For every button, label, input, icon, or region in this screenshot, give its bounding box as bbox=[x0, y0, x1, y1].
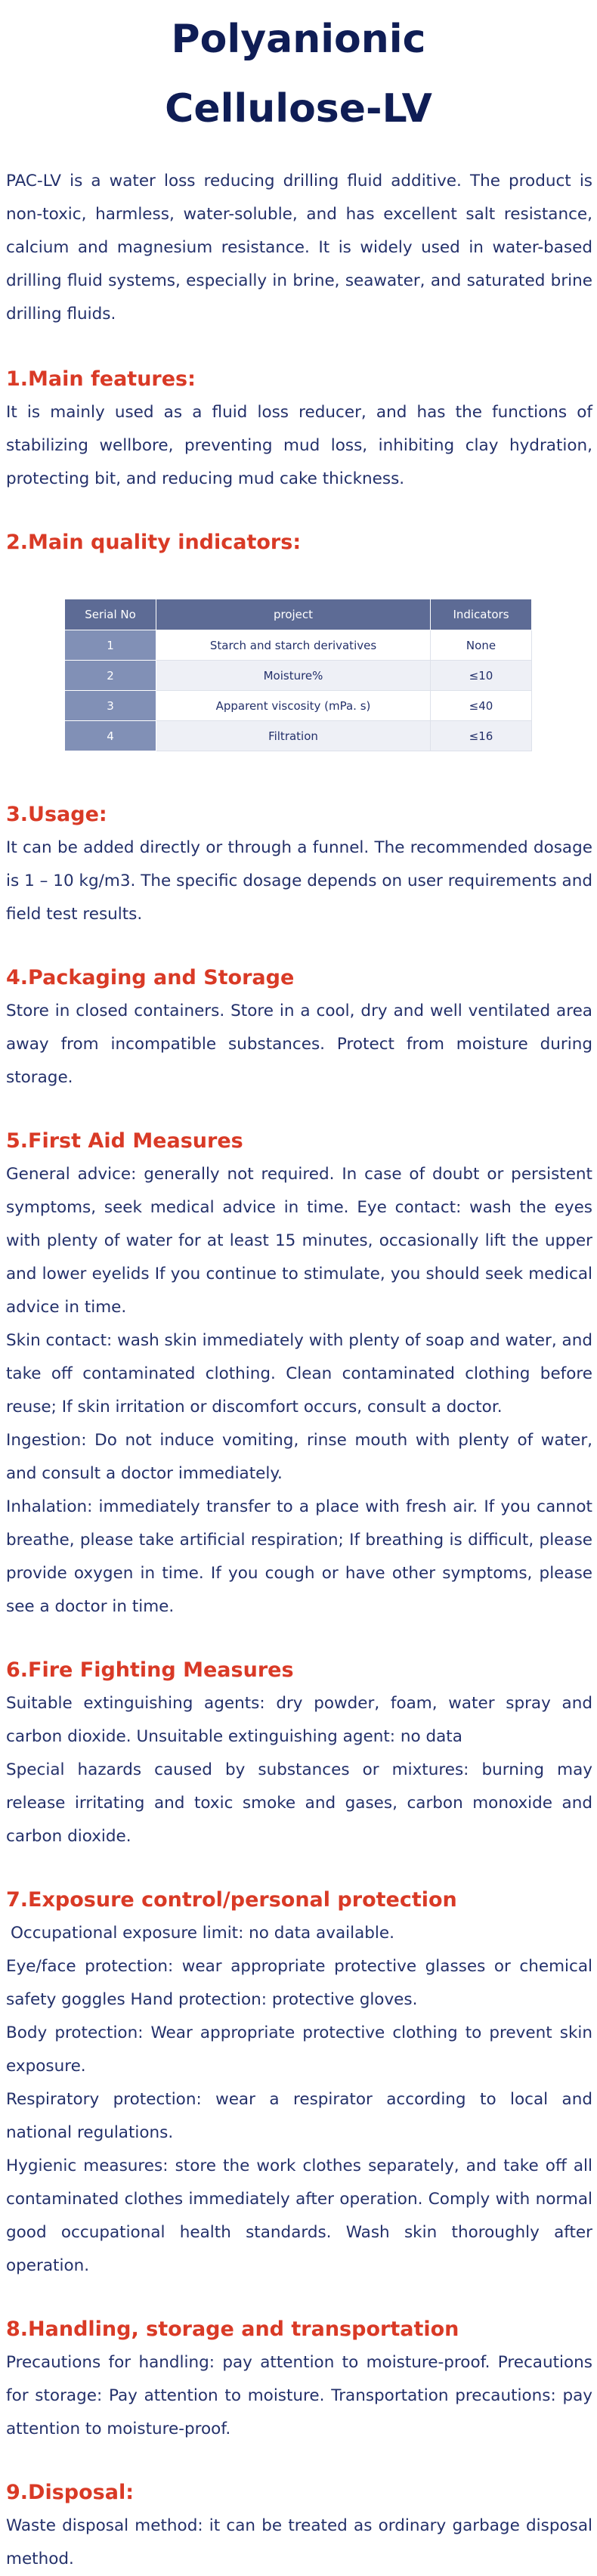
table-row bbox=[65, 630, 532, 661]
page-title bbox=[0, 0, 597, 144]
project-cell: Moisture% bbox=[156, 661, 431, 691]
indicator-cell: ≤40 bbox=[431, 691, 532, 721]
header-serial-no: Serial No bbox=[65, 599, 156, 630]
project-cell: Filtration bbox=[156, 721, 431, 751]
disposal-text: Waste disposal method: it can be treated as ordinary garbage disposal method. bbox=[6, 2516, 592, 2568]
project-cell: Apparent viscosity (mPa. s) bbox=[156, 691, 431, 721]
serial-cell: 4 bbox=[65, 721, 156, 751]
indicator-cell: ≤10 bbox=[431, 661, 532, 691]
features-text: It is mainly used as a fluid loss reducer, and has the functions of stabilizing wellbore, preventing mud loss, inhibiting clay hydration, protecting bit, and reducing mud cake thickness. bbox=[6, 403, 592, 488]
first-aid-general: General advice: generally not required. In case of doubt or persistent symptoms, seek medical advice in time. Eye contact: wash the eyes with plenty of water for at least 15 minutes, occasionally lift the upper and lower eyelids If you continue to stimulate, you should seek medical advice in time. bbox=[6, 1165, 592, 1317]
fire-hazards: Special hazards caused by substances or mixtures: burning may release irritating and toxic smoke and gases, carbon monoxide and carbon dioxide. bbox=[6, 1760, 592, 1846]
serial-cell: 1 bbox=[65, 630, 156, 661]
disposal-heading: 9.Disposal: bbox=[6, 2481, 135, 2504]
first-aid-inhalation: Inhalation: immediately transfer to a place with fresh air. If you cannot breathe, please take artificial respiration; If breathing is difficult, please provide oxygen in time. If you cough or have other symptoms, please see a doctor in time. bbox=[6, 1497, 592, 1616]
fire-heading: 6.Fire Fighting Measures bbox=[6, 1658, 294, 1682]
packaging-text: Store in closed containers. Store in a cool, dry and well ventilated area away from incompatible substances. Protect from moisture during storage. bbox=[6, 1002, 592, 1087]
table-header-row bbox=[65, 599, 532, 630]
exposure-body: Body protection: Wear appropriate protective clothing to prevent skin exposure. bbox=[6, 2023, 592, 2076]
first-aid-ingestion: Ingestion: Do not induce vomiting, rinse mouth with plenty of water, and consult a doctor immediately. bbox=[6, 1431, 592, 1483]
exposure-hygienic: Hygienic measures: store the work clothes separately, and take off all contaminated clothes immediately after operation. Comply with normal good occupational health standards. Wash skin thoroughly after operation. bbox=[6, 2156, 592, 2275]
indicator-cell: None bbox=[431, 630, 532, 661]
handling-text: Precautions for handling: pay attention to moisture-proof. Precautions for storage: Pay attention to moisture. Transportation precautions: pay attention to moisture-proof. bbox=[6, 2353, 592, 2438]
header-project: project bbox=[156, 599, 431, 630]
exposure-respiratory: Respiratory protection: wear a respirator according to local and national regulations. bbox=[6, 2090, 592, 2142]
header-indicators: Indicators bbox=[431, 599, 532, 630]
handling-heading: 8.Handling, storage and transportation bbox=[6, 2317, 459, 2341]
usage-heading: 3.Usage: bbox=[6, 803, 107, 826]
first-aid-skin: Skin contact: wash skin immediately with plenty of soap and water, and take off contaminated clothing. Clean contaminated clothing before reuse; If skin irritation or discomfort occurs, consult a doctor. bbox=[6, 1331, 592, 1416]
indicator-cell: ≤16 bbox=[431, 721, 532, 751]
packaging-heading: 4.Packaging and Storage bbox=[6, 966, 295, 989]
first-aid-heading: 5.First Aid Measures bbox=[6, 1129, 243, 1153]
table-row bbox=[65, 691, 532, 721]
exposure-limit: Occupational exposure limit: no data available. bbox=[11, 1924, 394, 1943]
title-line-1: Polyanionic bbox=[171, 17, 426, 62]
title-line-2: Cellulose-LV bbox=[165, 86, 432, 132]
intro-paragraph: PAC-LV is a water loss reducing drilling fluid additive. The product is non-toxic, harmless, water-soluble, and has excellent salt resistance, calcium and magnesium resistance. It is widely used in water-based drilling fluid systems, especially in brine, seawater, and saturated brine drilling fluids. bbox=[6, 172, 592, 324]
quality-table bbox=[64, 599, 532, 751]
project-cell: Starch and starch derivatives bbox=[156, 630, 431, 661]
exposure-heading: 7.Exposure control/personal protection bbox=[6, 1888, 457, 1912]
fire-agents: Suitable extinguishing agents: dry powder, foam, water spray and carbon dioxide. Unsuitable extinguishing agent: no data bbox=[6, 1694, 592, 1746]
serial-cell: 2 bbox=[65, 661, 156, 691]
table-row bbox=[65, 721, 532, 751]
serial-cell: 3 bbox=[65, 691, 156, 721]
usage-text: It can be added directly or through a funnel. The recommended dosage is 1 – 10 kg/m3. The specific dosage depends on user requirements and field test results. bbox=[6, 838, 592, 924]
table-row bbox=[65, 661, 532, 691]
quality-heading: 2.Main quality indicators: bbox=[6, 531, 302, 554]
features-heading: 1.Main features: bbox=[6, 367, 196, 391]
exposure-eye: Eye/face protection: wear appropriate protective glasses or chemical safety goggles Hand protection: protective gloves. bbox=[6, 1957, 592, 2009]
